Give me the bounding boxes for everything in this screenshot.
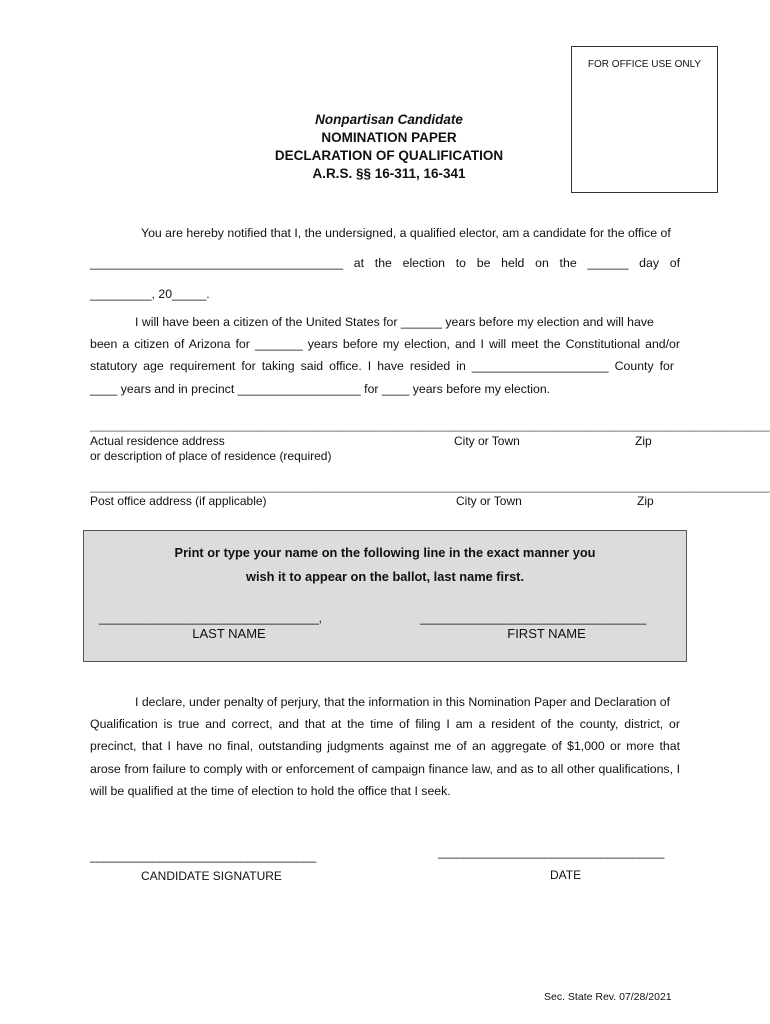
ballot-name-box <box>83 530 687 662</box>
declaration-line-2: Qualification is true and correct, and that at the time of filing I am a resident of the county, district, or <box>90 717 680 731</box>
residence-address-line[interactable]: ______________________________________________________________________________________________________________ <box>90 418 770 432</box>
last-name-line[interactable]: ___________________________________, <box>99 611 322 625</box>
declaration-line-4: arose from failure to comply with or enforcement of campaign finance law, and as to all other qualifications, I <box>90 762 680 776</box>
citizenship-line-2[interactable]: been a citizen of Arizona for _______ years before my election, and I will meet the Constitutional and/or <box>90 337 680 351</box>
po-zip-label: Zip <box>637 494 654 508</box>
notice-line-2[interactable]: _____________________________________ at the election to be held on the ______ day of <box>90 256 680 270</box>
notice-line-3[interactable]: _________, 20_____. <box>90 287 210 301</box>
declaration-line-3: precinct, that I have no final, outstanding judgments against me of an aggregate of $1,000 or more that <box>90 739 680 753</box>
citizenship-line-3[interactable]: statutory age requirement for taking said office. I have resided in ____________________ County for <box>90 359 674 373</box>
signature-label: CANDIDATE SIGNATURE <box>141 869 282 883</box>
residence-zip-label: Zip <box>635 434 652 448</box>
notice-line-1: You are hereby notified that I, the undersigned, a qualified elector, am a candidate for the office of <box>141 226 671 240</box>
office-use-label: FOR OFFICE USE ONLY <box>587 59 702 70</box>
residence-description-label: or description of place of residence (required) <box>90 449 332 463</box>
first-name-label: FIRST NAME <box>507 626 586 641</box>
office-use-box <box>571 46 718 193</box>
po-city-label: City or Town <box>456 494 522 508</box>
residence-city-label: City or Town <box>454 434 520 448</box>
title-nomination-paper: NOMINATION PAPER <box>321 130 457 145</box>
declaration-line-5: will be qualified at the time of election to hold the office that I seek. <box>90 784 451 798</box>
citizenship-line-1[interactable]: I will have been a citizen of the United States for ______ years before my election and will have <box>135 315 654 329</box>
revision-note: Sec. State Rev. 07/28/2021 <box>544 991 672 1003</box>
po-address-line[interactable]: ______________________________________________________________________________________________________________ <box>90 479 770 493</box>
declaration-line-1: I declare, under penalty of perjury, that the information in this Nomination Paper and Declaration of <box>135 695 670 709</box>
first-name-line[interactable]: ____________________________________ <box>420 611 646 625</box>
title-declaration: DECLARATION OF QUALIFICATION <box>274 148 504 163</box>
title-statute: A.R.S. §§ 16-311, 16-341 <box>312 166 466 181</box>
po-address-label: Post office address (if applicable) <box>90 494 267 508</box>
form-title <box>200 111 578 183</box>
signature-line[interactable]: ____________________________________ <box>90 849 316 863</box>
name-instruction-1: Print or type your name on the following line in the exact manner you <box>174 545 596 560</box>
title-nonpartisan: Nonpartisan Candidate <box>315 112 463 127</box>
date-label: DATE <box>550 868 582 882</box>
residence-address-label: Actual residence address <box>90 434 225 448</box>
last-name-label: LAST NAME <box>192 626 266 641</box>
name-instruction-2: wish it to appear on the ballot, last name first. <box>245 569 525 584</box>
date-line[interactable]: ____________________________________ <box>438 845 664 859</box>
citizenship-line-4[interactable]: ____ years and in precinct __________________ for ____ years before my election. <box>90 382 551 396</box>
